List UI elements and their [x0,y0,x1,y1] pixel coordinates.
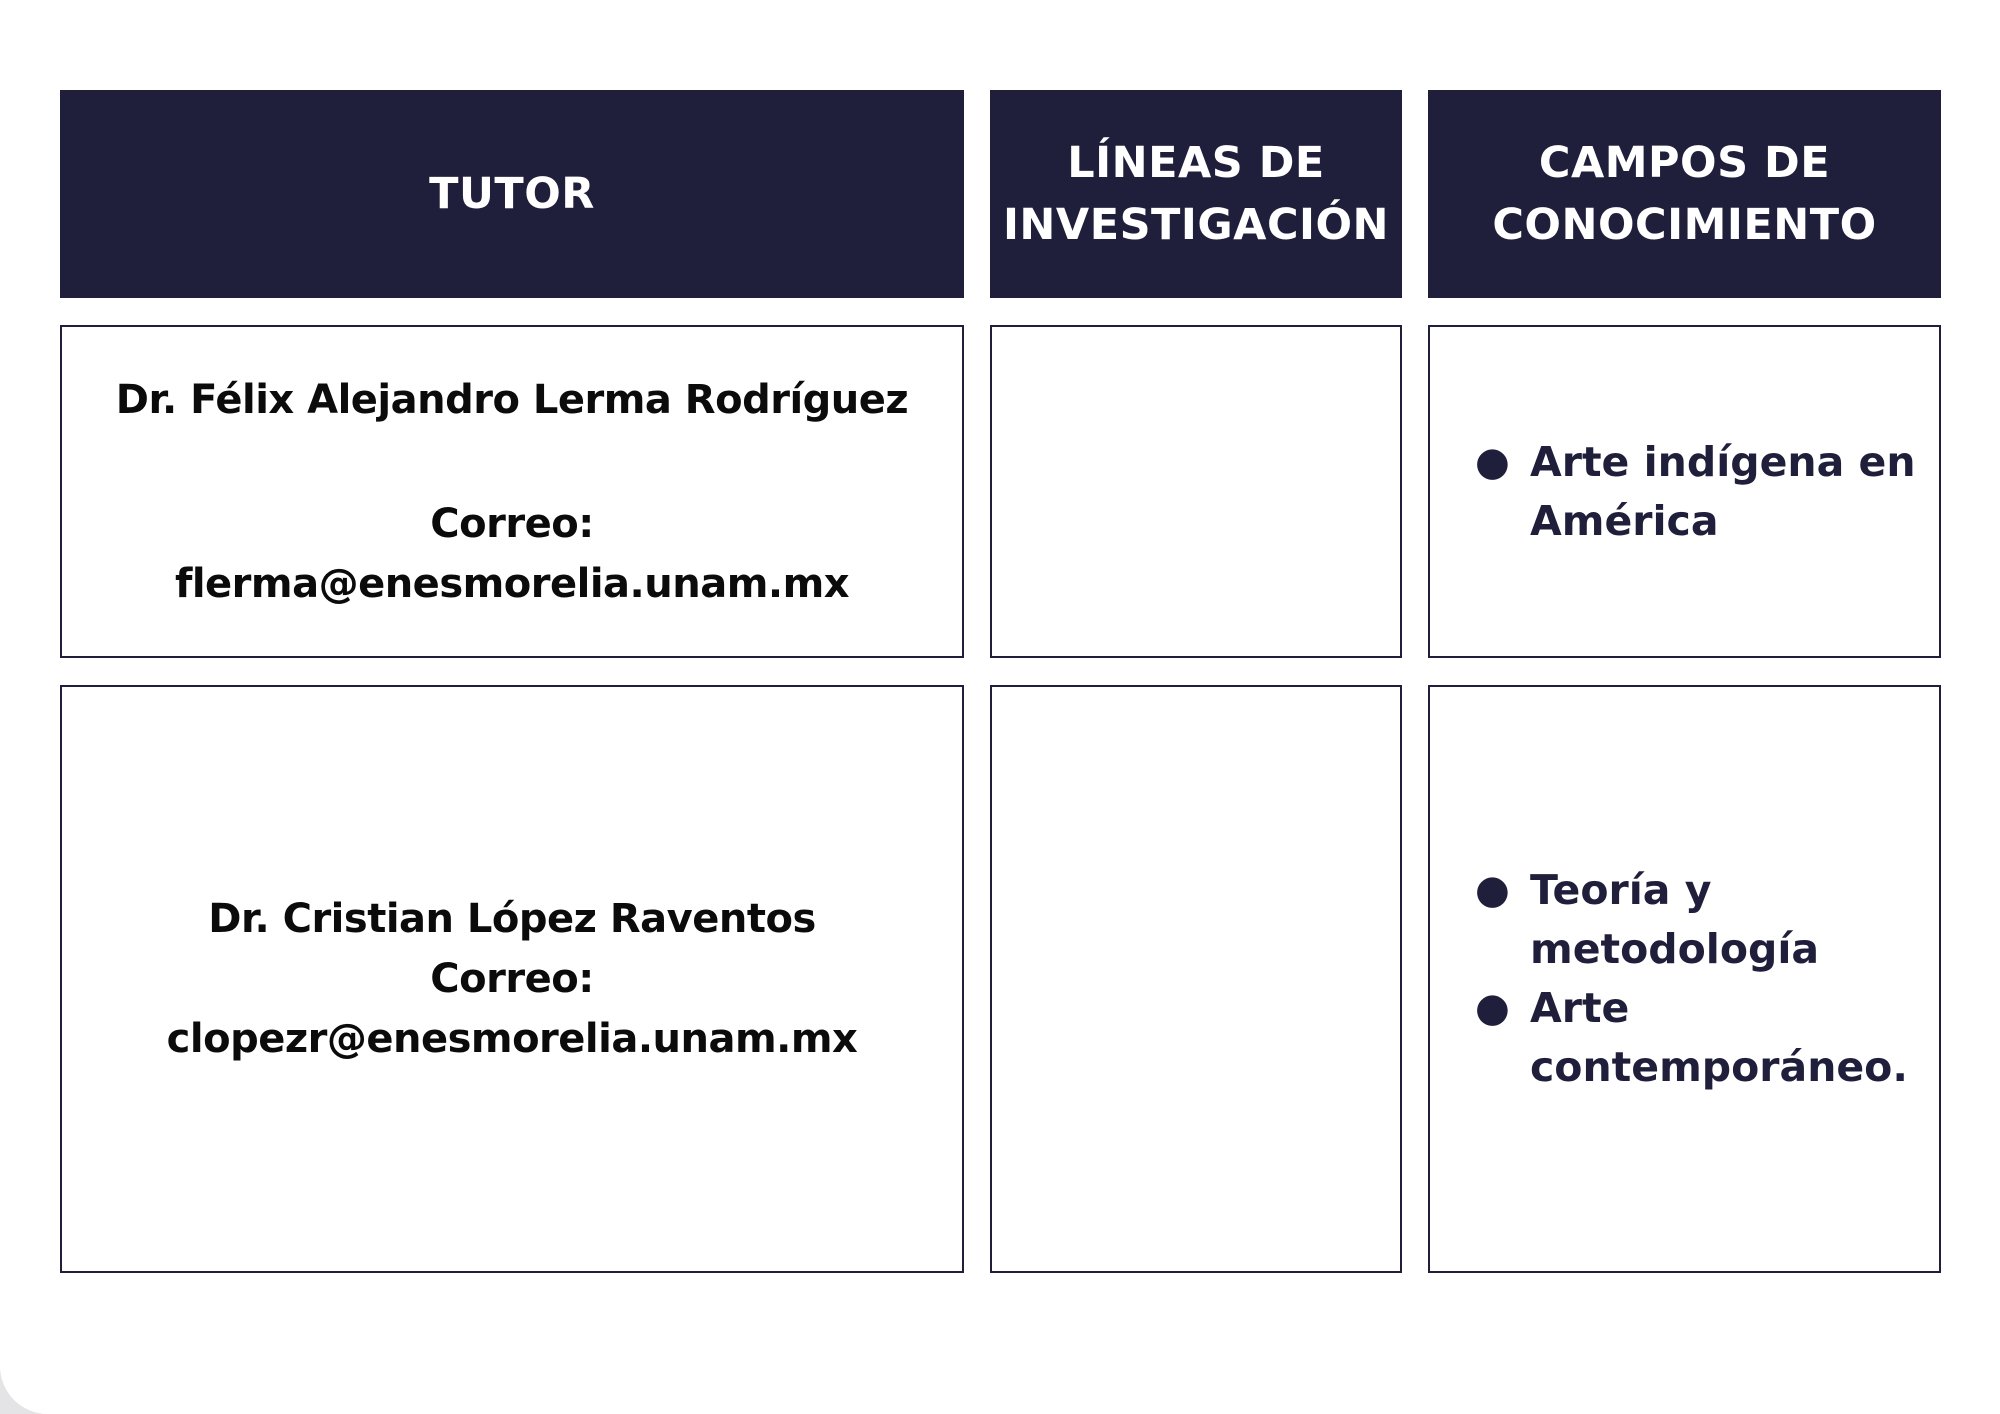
header-tutor [60,90,964,298]
list-item-line: metodología [1530,925,1820,973]
header-campos-line-2: CONOCIMIENTO [1492,200,1877,250]
header-campos [1428,90,1941,298]
lineas-cell-row-2 [990,685,1402,1273]
header-tutor-label: TUTOR [429,169,595,219]
list-item-line: Arte [1530,984,1630,1032]
list-item-line: América [1530,496,1719,545]
tutor-name: Dr. Cristian López Raventos [208,896,816,942]
bullet-icon: ● [1475,985,1510,1031]
tutor-name: Dr. Félix Alejandro Lerma Rodríguez [115,376,909,423]
campos-list [1430,433,1916,551]
campos-list [1430,861,1908,1097]
email-address: flerma@enesmorelia.unam.mx [174,560,850,607]
list-item [1475,979,1908,1097]
bullet-icon: ● [1475,867,1510,913]
campos-cell-row-2 [1428,685,1941,1273]
bullet-icon: ● [1475,438,1510,485]
list-item-line: Teoría y [1530,866,1712,914]
email-label: Correo: [430,956,594,1002]
email-address: clopezr@enesmorelia.unam.mx [166,1016,858,1062]
list-item [1475,861,1908,979]
lineas-cell-row-1 [990,325,1402,658]
header-lineas [990,90,1402,298]
header-campos-line-1: CAMPOS DE [1538,138,1831,188]
email-label: Correo: [430,500,594,547]
list-item-line: Arte indígena en [1530,437,1916,486]
campos-cell-row-1 [1428,325,1941,658]
header-lineas-line-2: INVESTIGACIÓN [1002,200,1390,250]
tutor-cell-row-1 [60,325,964,658]
header-lineas-line-1: LÍNEAS DE [1067,138,1325,188]
list-item-line: contemporáneo. [1530,1043,1908,1091]
tutor-cell-row-2 [60,685,964,1273]
list-item [1475,433,1916,551]
